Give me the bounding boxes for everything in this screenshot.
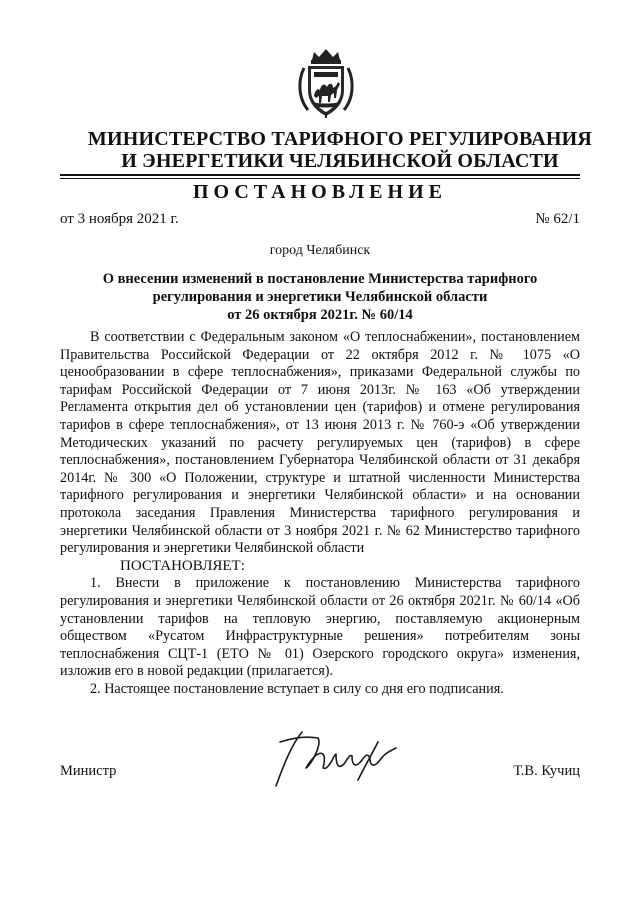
preamble-paragraph: В соответствии с Федеральным законом «О теплоснабжении», постановлением Правительства Российской Федерации от 22 октября 2012 г. № 1075 «О ценообразовании в сфере теплоснабжения», приказами Федеральной службы по тарифам Российской Федерации от 7 июня 2013г. № 163 «Об утверждении Регламента открытия дел об установлении цен (тарифов) и отмене регулирования тарифов в сфере теплоснабжения», от 13 июня 2013 г. № 760-э «Об утверждении Методических указаний по расчету регулируемых цен (тарифов) в сфере теплоснабжения», постановлением Губернатора Челябинской области от 31 декабря 2014г. № 300 «О Положении, структуре и штатной численности Министерства тарифного регулирования и энергетики Челябинской области» и на основании протокола заседания Правления Министерства тарифного регулирования и энергетики Челябинской области от 3 ноября 2021 г. № 62 Министерство тарифного регулирования и энергетики Челябинской области — [60, 329, 580, 557]
signer-role: Министр — [60, 763, 117, 779]
document-type: ПОСТАНОВЛЕНИЕ — [193, 181, 447, 203]
coat-of-arms-icon — [296, 46, 356, 120]
document-city: город Челябинск — [269, 243, 371, 258]
resolution-item-1: 1. Внести в приложение к постановлению Министерства тарифного регулирования и энергетики Челябинской области от 26 октября 2021г. № 60/14 «Об установлении тарифов на тепловую энергию, поставляемую акционерным обществом «Русатом Инфраструктурные решения» потребителям зоны теплоснабжения СЦТ-1 (ЕТО № 01) Озерского городского округа» изменения, изложив его в новой редакции (прилагается). — [60, 575, 580, 680]
title-line2: регулирования и энергетики Челябинской области — [152, 289, 488, 305]
document-title — [60, 270, 580, 324]
document-body — [60, 329, 580, 698]
handwritten-signature — [262, 724, 412, 794]
signer-name: Т.В. Кучиц — [513, 763, 580, 779]
header-divider-thick — [60, 174, 580, 176]
document-number: № 62/1 — [535, 211, 580, 227]
organization-name-line1: МИНИСТЕРСТВО ТАРИФНОГО РЕГУЛИРОВАНИЯ — [87, 128, 593, 150]
title-line3: от 26 октября 2021г. № 60/14 — [227, 307, 413, 323]
title-line1: О внесении изменений в постановление Министерства тарифного — [102, 271, 538, 287]
organization-name-line2: И ЭНЕРГЕТИКИ ЧЕЛЯБИНСКОЙ ОБЛАСТИ — [121, 150, 559, 172]
document-date: от 3 ноября 2021 г. — [60, 211, 179, 227]
header-divider-thin — [60, 178, 580, 179]
resolution-item-2: 2. Настоящее постановление вступает в силу со дня его подписания. — [90, 680, 504, 697]
resolution-heading: ПОСТАНОВЛЯЕТ: — [120, 557, 245, 574]
